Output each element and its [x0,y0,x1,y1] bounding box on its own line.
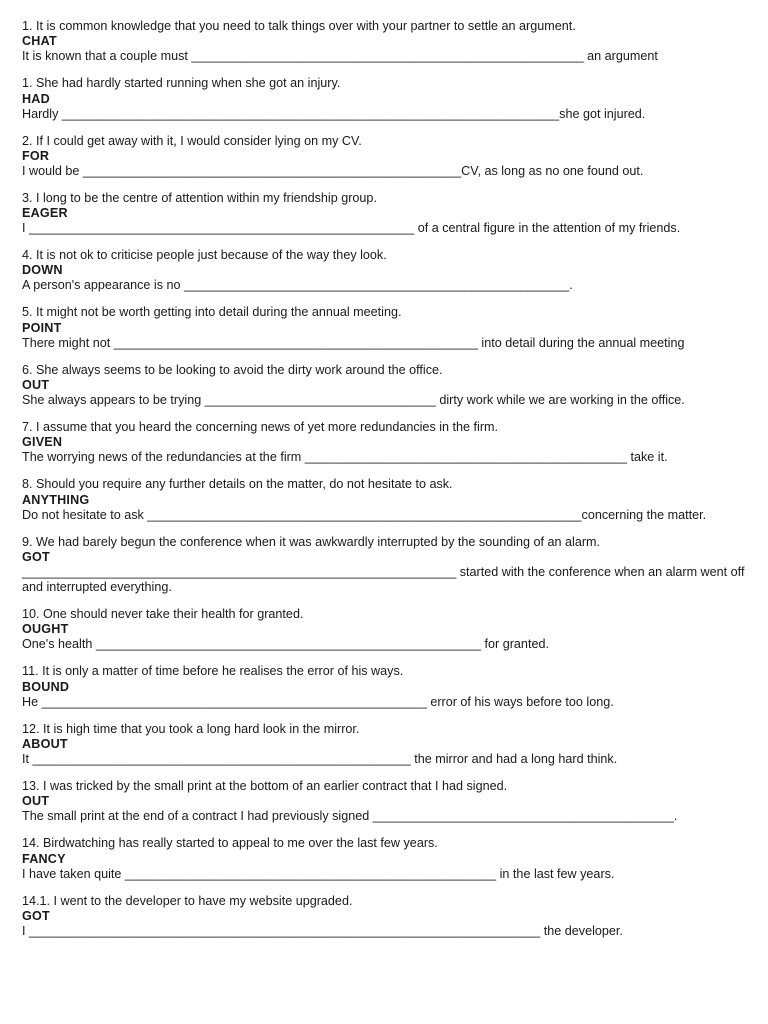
answer-line: The small print at the end of a contract I had previously signed ___________________________________________. [22,809,678,824]
exercise-item-16 [22,894,746,939]
answer-line: I _________________________________________________________________________ the developer. [22,923,623,938]
exercise-item-6 [22,305,746,350]
keyword: OUGHT [22,622,69,637]
keyword: POINT [22,320,62,335]
prompt-sentence: 14. Birdwatching has really started to appeal to me over the last few years. [22,836,438,851]
keyword: EAGER [22,206,68,221]
exercise-item-10 [22,535,746,596]
exercise-item-1 [22,19,746,64]
exercise-item-4 [22,191,746,236]
keyword: GOT [22,908,50,923]
exercise-item-13 [22,722,746,767]
answer-line: It is known that a couple must ________________________________________________________ an argument [22,49,658,64]
exercise-item-15 [22,836,746,881]
answer-line: I would be ______________________________________________________CV, as long as no one found out. [22,163,644,178]
prompt-sentence: 3. I long to be the centre of attention within my friendship group. [22,190,377,205]
exercise-item-8 [22,420,746,465]
exercise-item-3 [22,134,746,179]
answer-line: She always appears to be trying _________________________________ dirty work while we are working in the office. [22,392,685,407]
prompt-sentence: 1. She had hardly started running when she got an injury. [22,76,341,91]
prompt-sentence: 13. I was tricked by the small print at the bottom of an earlier contract that I had signed. [22,779,508,794]
prompt-sentence: 1. It is common knowledge that you need to talk things over with your partner to settle an argument. [22,19,576,33]
worksheet [22,19,746,951]
prompt-sentence: 7. I assume that you heard the concerning news of yet more redundancies in the firm. [22,420,499,435]
prompt-sentence: 5. It might not be worth getting into detail during the annual meeting. [22,305,402,320]
exercise-item-7 [22,363,746,408]
keyword: BOUND [22,679,70,694]
exercise-item-5 [22,248,746,293]
exercise-item-11 [22,607,746,652]
answer-line: He _______________________________________________________ error of his ways before too long. [22,694,614,709]
keyword: ANYTHING [22,492,90,507]
keyword: ABOUT [22,736,68,751]
prompt-sentence: 11. It is only a matter of time before he realises the error of his ways. [22,664,404,679]
exercise-item-2 [22,76,746,121]
answer-line: The worrying news of the redundancies at the firm ______________________________________________ take it. [22,450,668,465]
prompt-sentence: 4. It is not ok to criticise people just because of the way they look. [22,248,387,263]
keyword: FOR [22,148,50,163]
answer-line: It ______________________________________________________ the mirror and had a long hard think. [22,751,618,766]
prompt-sentence: 6. She always seems to be looking to avoid the dirty work around the office. [22,362,443,377]
keyword: FANCY [22,851,66,866]
keyword: OUT [22,377,50,392]
prompt-sentence: 2. If I could get away with it, I would consider lying on my CV. [22,133,362,148]
keyword: GOT [22,549,50,564]
answer-line: One's health _______________________________________________________ for granted. [22,637,549,652]
keyword: HAD [22,91,50,106]
answer-line: I have taken quite _____________________________________________________ in the last few years. [22,866,615,881]
prompt-sentence: 12. It is high time that you took a long hard look in the mirror. [22,721,360,736]
answer-line: ______________________________________________________________ started with the conference when an alarm went off and interrupted everything. [22,564,745,595]
keyword: GIVEN [22,435,63,450]
exercise-item-14 [22,779,746,824]
answer-line: There might not ____________________________________________________ into detail during the annual meeting [22,335,685,350]
answer-line: Hardly _______________________________________________________________________she got injured. [22,106,646,121]
keyword: OUT [22,794,50,809]
exercise-item-12 [22,664,746,709]
answer-line: I _______________________________________________________ of a central figure in the attention of my friends. [22,221,681,236]
keyword: DOWN [22,263,63,278]
answer-line: A person's appearance is no _______________________________________________________. [22,278,573,293]
keyword: CHAT [22,34,57,49]
prompt-sentence: 9. We had barely begun the conference when it was awkwardly interrupted by the sounding of an alarm. [22,534,601,549]
prompt-sentence: 14.1. I went to the developer to have my website upgraded. [22,893,353,908]
answer-line: Do not hesitate to ask ______________________________________________________________concerning the matter. [22,507,707,522]
prompt-sentence: 10. One should never take their health for granted. [22,607,304,622]
prompt-sentence: 8. Should you require any further details on the matter, do not hesitate to ask. [22,477,453,492]
exercise-item-9 [22,477,746,522]
